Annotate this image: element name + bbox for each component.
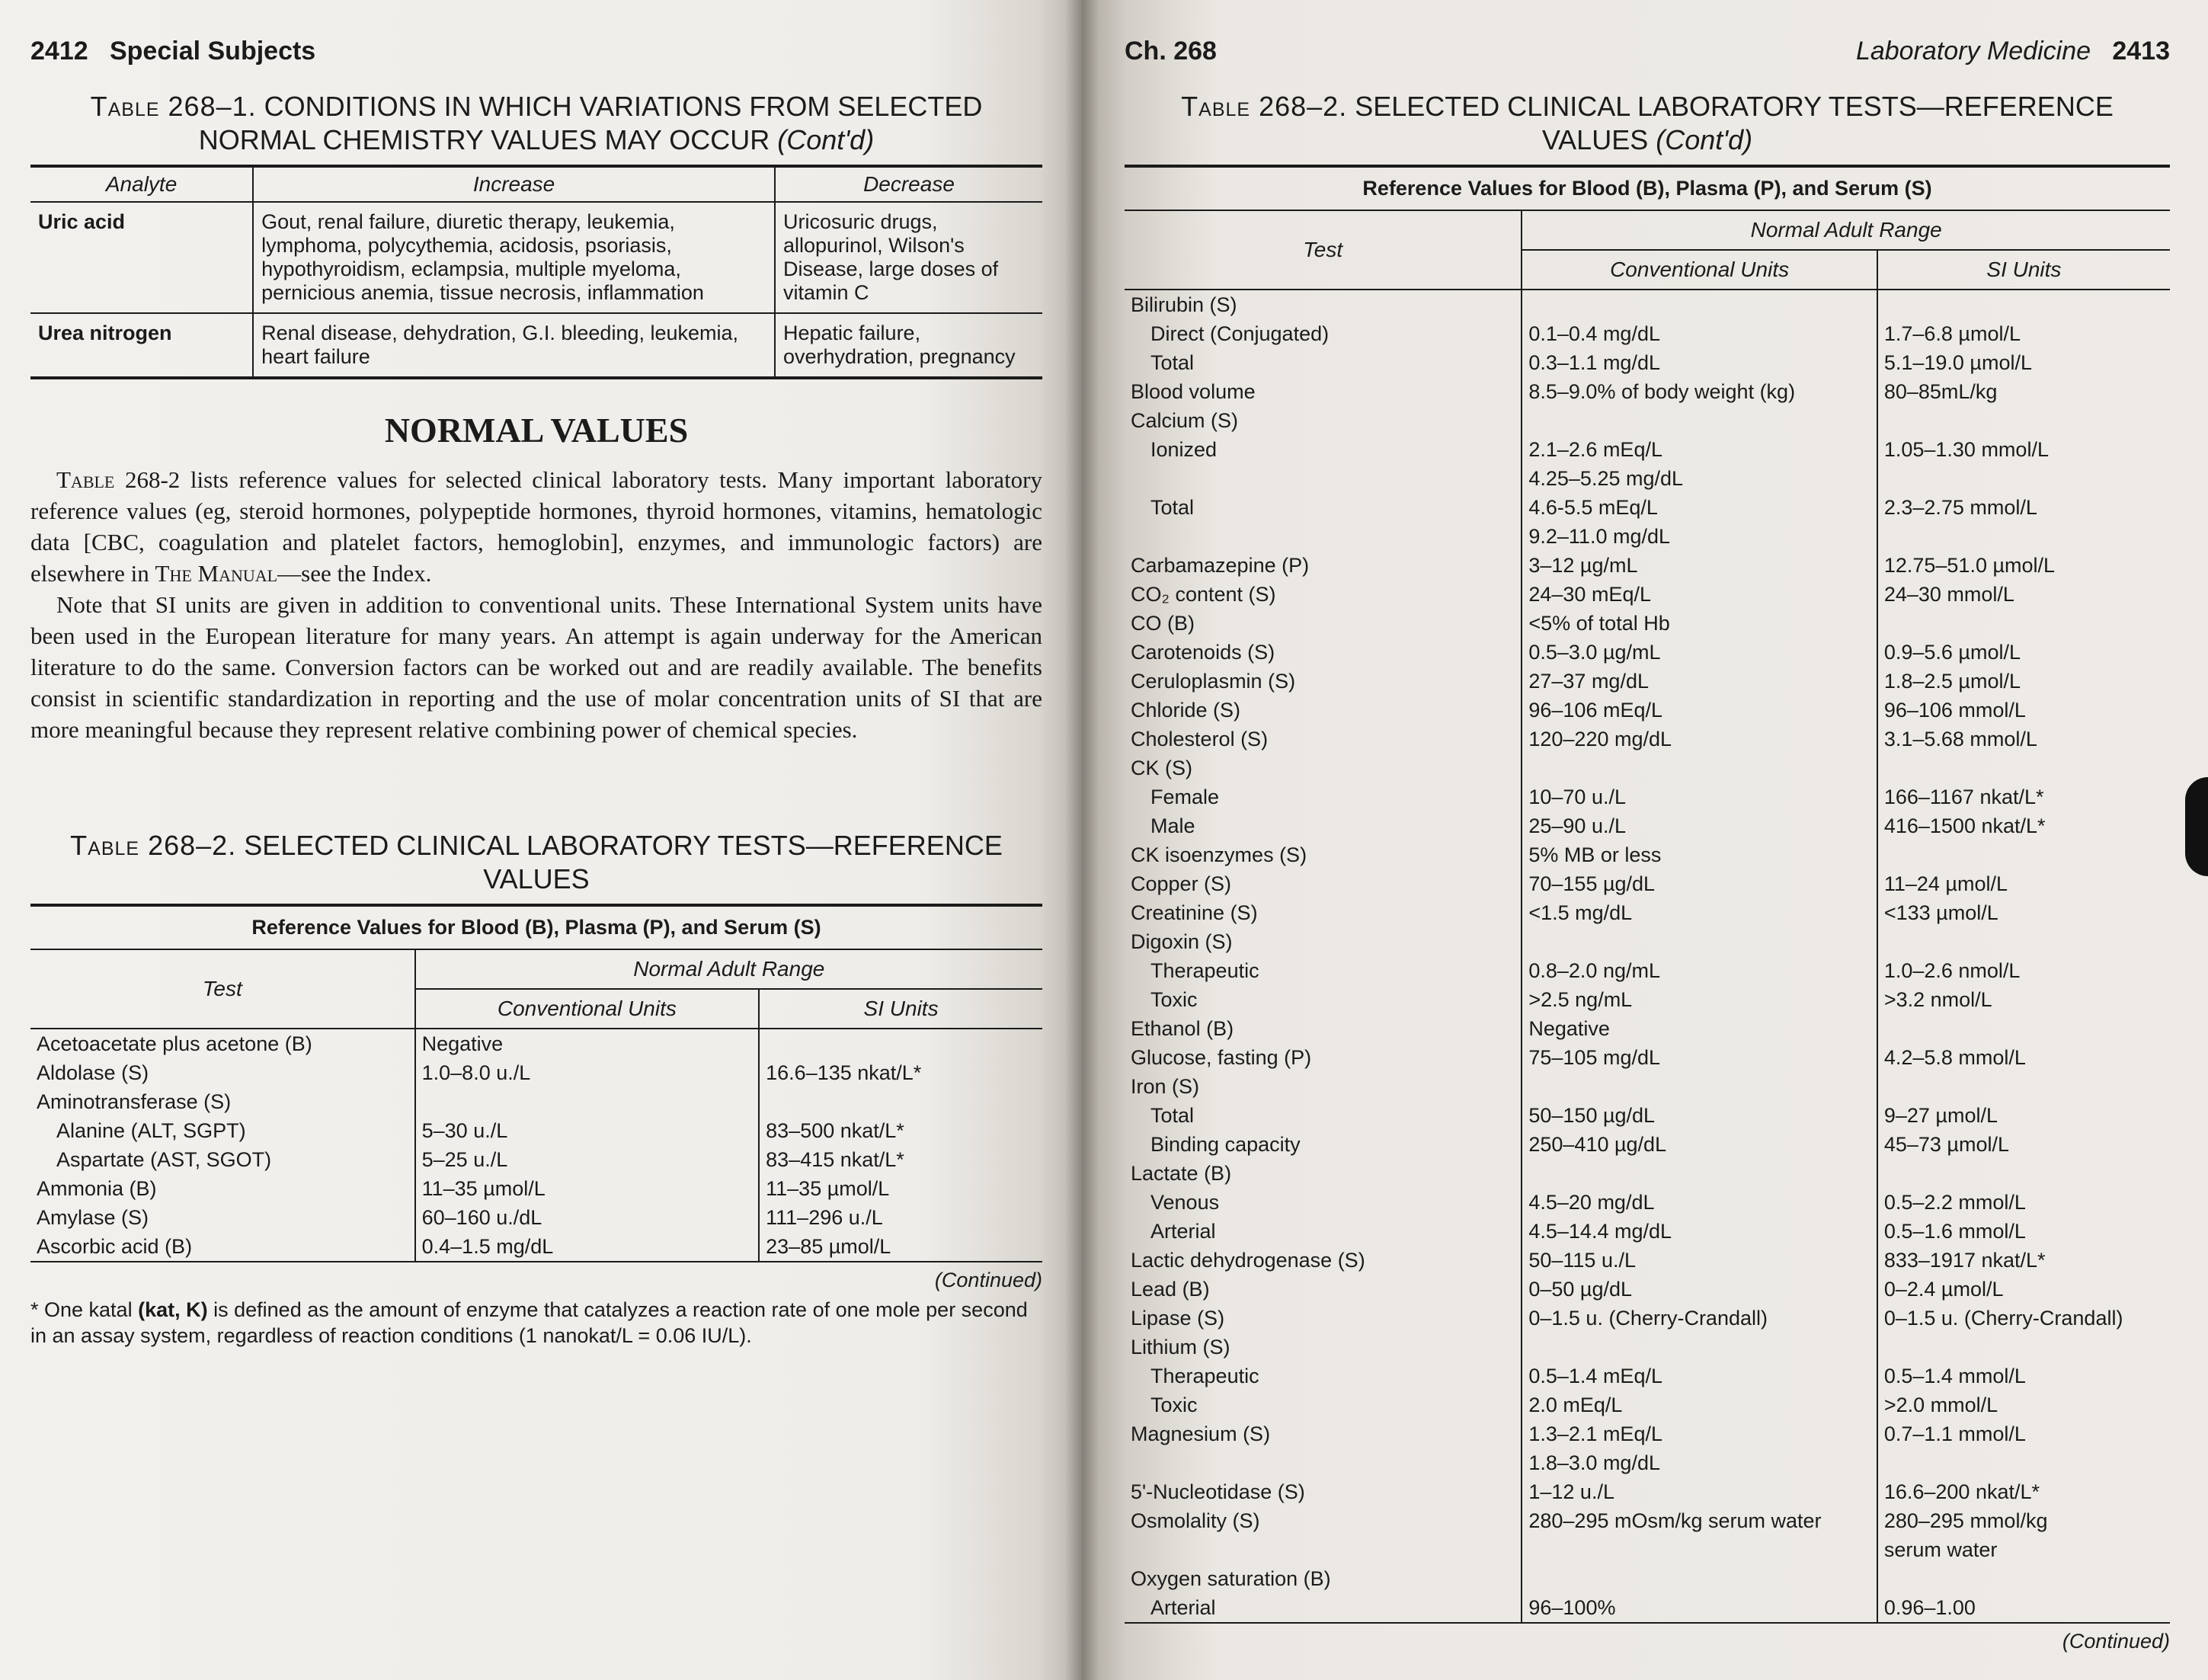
intro-paragraph bbox=[30, 464, 1042, 589]
test-name-cell: Toxic bbox=[1150, 988, 1198, 1011]
col-normal-range: Normal Adult Range bbox=[415, 950, 1042, 989]
table-row bbox=[1125, 406, 2170, 435]
conventional-value-cell: 9.2–11.0 mg/dL bbox=[1522, 522, 1877, 551]
table-row bbox=[1125, 1506, 2170, 1535]
si-value-cell: 0.5–2.2 mmol/L bbox=[1877, 1188, 2170, 1217]
conventional-value-cell: <1.5 mg/dL bbox=[1522, 898, 1877, 927]
conventional-value-cell: 5% MB or less bbox=[1522, 840, 1877, 869]
conventional-value-cell: 0.5–1.4 mEq/L bbox=[1522, 1362, 1877, 1390]
conventional-value-cell: 70–155 µg/dL bbox=[1522, 869, 1877, 898]
test-name-cell: Lithium (S) bbox=[1131, 1336, 1230, 1358]
conventional-value-cell: 60–160 u./dL bbox=[415, 1203, 760, 1232]
conventional-value-cell: 4.5–14.4 mg/dL bbox=[1522, 1217, 1877, 1246]
right-running-head bbox=[1125, 37, 2170, 79]
table-row bbox=[30, 1203, 1042, 1232]
test-name-cell: Acetoacetate plus acetone (B) bbox=[37, 1032, 312, 1055]
test-name-cell: Total bbox=[1150, 351, 1195, 374]
conventional-value-cell: 3–12 µg/mL bbox=[1522, 551, 1877, 580]
test-name-cell: Lactate (B) bbox=[1131, 1162, 1232, 1185]
si-value-cell: 0.5–1.6 mmol/L bbox=[1877, 1217, 2170, 1246]
si-value-cell bbox=[1877, 1159, 2170, 1188]
conventional-value-cell: 96–100% bbox=[1522, 1593, 1877, 1622]
intro-table-ref: Table 268-2 bbox=[56, 466, 181, 493]
table-row bbox=[1125, 956, 2170, 985]
conventional-value-cell bbox=[1522, 290, 1877, 319]
si-value-cell bbox=[1877, 1014, 2170, 1043]
test-name-cell: Aspartate (AST, SGOT) bbox=[56, 1148, 272, 1171]
table-row bbox=[1125, 1564, 2170, 1593]
si-value-cell: 166–1167 nkat/L* bbox=[1877, 782, 2170, 811]
si-value-cell: 11–24 µmol/L bbox=[1877, 869, 2170, 898]
table-row bbox=[1125, 1535, 2170, 1564]
decrease-cell: Hepatic failure, overhydration, pregnancy bbox=[775, 313, 1042, 378]
reference-values-table-right bbox=[1125, 211, 2170, 1622]
col-si: SI Units bbox=[1877, 250, 2170, 290]
conventional-value-cell: 2.1–2.6 mEq/L bbox=[1522, 435, 1877, 464]
table-row bbox=[1125, 551, 2170, 580]
test-name-cell: Therapeutic bbox=[1150, 959, 1259, 982]
si-value-cell: 0.96–1.00 bbox=[1877, 1593, 2170, 1622]
conventional-value-cell: 1.8–3.0 mg/dL bbox=[1522, 1448, 1877, 1477]
si-value-cell: >3.2 nmol/L bbox=[1877, 985, 2170, 1014]
si-value-cell bbox=[1877, 609, 2170, 638]
table-row bbox=[1125, 580, 2170, 609]
si-value-cell: 833–1917 nkat/L* bbox=[1877, 1246, 2170, 1275]
test-name-cell: Lactic dehydrogenase (S) bbox=[1131, 1249, 1365, 1272]
conventional-value-cell: 2.0 mEq/L bbox=[1522, 1390, 1877, 1419]
si-value-cell bbox=[1877, 406, 2170, 435]
table-row bbox=[1125, 1130, 2170, 1159]
si-value-cell: 416–1500 nkat/L* bbox=[1877, 811, 2170, 840]
table-row bbox=[1125, 696, 2170, 725]
analyte-cell: Uric acid bbox=[38, 210, 126, 233]
table-row bbox=[1125, 840, 2170, 869]
si-units-paragraph: Note that SI units are given in addition to conventional units. These International System units have been used in the European literature for many years. An attempt is again underway for the American literature to do the same. Conversion factors can be worked out and are readily available. The benefits consist in scientific standardization in reporting and the use of molar concentration units of SI that are more meaningful because they represent relative combining power of chemical species. bbox=[30, 591, 1042, 743]
test-name-cell: Ascorbic acid (B) bbox=[37, 1235, 193, 1258]
col-test: Test bbox=[1125, 211, 1522, 290]
katal-footnote bbox=[30, 1297, 1042, 1349]
si-value-cell: serum water bbox=[1877, 1535, 2170, 1564]
si-value-cell: 111–296 u./L bbox=[759, 1203, 1042, 1232]
conventional-value-cell: 250–410 µg/dL bbox=[1522, 1130, 1877, 1159]
table-268-2-contd: (Cont'd) bbox=[1656, 124, 1753, 155]
conventional-value-cell: 75–105 mg/dL bbox=[1522, 1043, 1877, 1072]
conventional-value-cell: 5–30 u./L bbox=[415, 1116, 760, 1145]
conventional-value-cell: 0.5–3.0 µg/mL bbox=[1522, 638, 1877, 667]
conventional-value-cell: 0–1.5 u. (Cherry-Crandall) bbox=[1522, 1304, 1877, 1333]
ref-values-subtitle: Reference Values for Blood (B), Plasma (P), and Serum (S) bbox=[30, 907, 1042, 950]
table-row bbox=[1125, 1333, 2170, 1362]
conventional-value-cell bbox=[415, 1087, 760, 1116]
table-row bbox=[30, 1058, 1042, 1087]
si-value-cell: 0–2.4 µmol/L bbox=[1877, 1275, 2170, 1304]
test-name-cell: Chloride (S) bbox=[1131, 699, 1241, 722]
test-name-cell: Female bbox=[1150, 786, 1220, 808]
si-value-cell: 16.6–135 nkat/L* bbox=[759, 1058, 1042, 1087]
table-row bbox=[1125, 1362, 2170, 1390]
intro-text: lists reference values for selected clinical laboratory tests. Many important laboratory reference values (eg, steroid hormones, polypeptide hormones, thyroid hormones, vitamins, hematologic data [CBC, coagulation and platelet factors, hemoglobin], enzymes, and immunologic factors) are elsewhere in bbox=[30, 466, 1043, 587]
si-value-cell bbox=[1877, 522, 2170, 551]
table-268-2-cont-title bbox=[1125, 90, 2170, 157]
table-268-1-label: Table 268–1. bbox=[90, 91, 257, 122]
conventional-value-cell bbox=[1522, 1159, 1877, 1188]
conventional-value-cell: 4.5–20 mg/dL bbox=[1522, 1188, 1877, 1217]
si-value-cell: 9–27 µmol/L bbox=[1877, 1101, 2170, 1130]
intro-suffix: —see the Index. bbox=[277, 560, 432, 587]
table-row bbox=[1125, 522, 2170, 551]
table-row bbox=[1125, 1390, 2170, 1419]
table-row bbox=[1125, 754, 2170, 782]
table-row bbox=[1125, 1043, 2170, 1072]
table-row bbox=[1125, 1101, 2170, 1130]
table-row bbox=[1125, 1246, 2170, 1275]
table-268-2-caption: SELECTED CLINICAL LABORATORY TESTS—REFERENCE VALUES bbox=[244, 830, 1003, 894]
table-row bbox=[1125, 319, 2170, 348]
conventional-value-cell: 0.4–1.5 mg/dL bbox=[415, 1232, 760, 1261]
test-name-cell: Carotenoids (S) bbox=[1131, 641, 1275, 664]
continued-note: (Continued) bbox=[934, 1269, 1042, 1291]
si-value-cell: 0.5–1.4 mmol/L bbox=[1877, 1362, 2170, 1390]
conventional-value-cell bbox=[1522, 1564, 1877, 1593]
si-value-cell: 1.8–2.5 µmol/L bbox=[1877, 667, 2170, 696]
table-row bbox=[1125, 782, 2170, 811]
analyte-cell: Urea nitrogen bbox=[30, 313, 253, 378]
left-page bbox=[0, 0, 1082, 1680]
col-increase: Increase bbox=[253, 168, 775, 202]
si-value-cell bbox=[759, 1029, 1042, 1058]
conventional-value-cell: 0.8–2.0 ng/mL bbox=[1522, 956, 1877, 985]
test-name-cell: Arterial bbox=[1150, 1596, 1216, 1619]
table-268-1-contd: (Cont'd) bbox=[777, 124, 875, 155]
test-name-cell: Ethanol (B) bbox=[1131, 1017, 1234, 1040]
si-value-cell bbox=[1877, 927, 2170, 956]
conventional-value-cell: 27–37 mg/dL bbox=[1522, 667, 1877, 696]
si-value-cell: 2.3–2.75 mmol/L bbox=[1877, 493, 2170, 522]
table-row bbox=[1125, 985, 2170, 1014]
si-value-cell bbox=[1877, 1448, 2170, 1477]
test-name-cell: Amylase (S) bbox=[37, 1206, 149, 1229]
test-name-cell: Total bbox=[1150, 1104, 1195, 1127]
conventional-value-cell: 4.25–5.25 mg/dL bbox=[1522, 464, 1877, 493]
footnote-text: is defined as the amount of enzyme that catalyzes a reaction rate of one mole per second in an assay system, regardless of reaction conditions (1 nanokat/L = 0.06 IU/L). bbox=[30, 1298, 1028, 1347]
test-name-cell bbox=[1125, 1535, 1522, 1564]
table-row bbox=[1125, 869, 2170, 898]
conventional-value-cell: 4.6-5.5 mEq/L bbox=[1522, 493, 1877, 522]
conventional-value-cell: 25–90 u./L bbox=[1522, 811, 1877, 840]
conventional-value-cell: 0.3–1.1 mg/dL bbox=[1522, 348, 1877, 377]
table-row bbox=[1125, 1593, 2170, 1622]
table-row bbox=[30, 202, 1042, 313]
si-value-cell: 45–73 µmol/L bbox=[1877, 1130, 2170, 1159]
si-value-cell: 96–106 mmol/L bbox=[1877, 696, 2170, 725]
increase-cell: Gout, renal failure, diuretic therapy, leukemia, lymphoma, polycythemia, acidosis, psoriasis, hypothyroidism, eclampsia, multiple myeloma, pernicious anemia, tissue necrosis, inflammation bbox=[253, 202, 775, 313]
si-value-cell: 0–1.5 u. (Cherry-Crandall) bbox=[1877, 1304, 2170, 1333]
table-row bbox=[30, 1174, 1042, 1203]
table-row bbox=[30, 1145, 1042, 1174]
conventional-value-cell: 1.0–8.0 u./L bbox=[415, 1058, 760, 1087]
intro-manual-ref: The Manual bbox=[155, 560, 278, 587]
table-268-2-label: Table 268–2. bbox=[70, 830, 237, 861]
test-name-cell: Oxygen saturation (B) bbox=[1131, 1567, 1331, 1590]
table-row bbox=[1125, 1275, 2170, 1304]
test-name-cell: Ionized bbox=[1150, 438, 1218, 461]
test-name-cell: Ammonia (B) bbox=[37, 1177, 157, 1200]
right-page bbox=[1082, 0, 2208, 1680]
si-value-cell: 0.7–1.1 mmol/L bbox=[1877, 1419, 2170, 1448]
right-folio: 2413 bbox=[2112, 37, 2170, 66]
table-row bbox=[1125, 1477, 2170, 1506]
si-value-cell: 80–85mL/kg bbox=[1877, 377, 2170, 406]
test-name-cell: Cholesterol (S) bbox=[1131, 728, 1269, 750]
si-value-cell: 1.05–1.30 mmol/L bbox=[1877, 435, 2170, 464]
si-value-cell bbox=[759, 1087, 1042, 1116]
reference-values-table-left bbox=[30, 950, 1042, 1261]
table-268-1-title bbox=[30, 90, 1042, 157]
conventional-value-cell: Negative bbox=[1522, 1014, 1877, 1043]
table-row bbox=[1125, 290, 2170, 319]
col-conventional: Conventional Units bbox=[1522, 250, 1877, 290]
conventional-value-cell: 120–220 mg/dL bbox=[1522, 725, 1877, 754]
si-value-cell: 83–415 nkat/L* bbox=[759, 1145, 1042, 1174]
test-name-cell: Bilirubin (S) bbox=[1131, 293, 1237, 316]
conventional-value-cell: >2.5 ng/mL bbox=[1522, 985, 1877, 1014]
si-value-cell bbox=[1877, 754, 2170, 782]
table-row bbox=[1125, 898, 2170, 927]
test-name-cell: Carbamazepine (P) bbox=[1131, 554, 1310, 577]
conventional-value-cell: 0.1–0.4 mg/dL bbox=[1522, 319, 1877, 348]
page-edge-mark bbox=[2185, 777, 2208, 876]
conventional-value-cell bbox=[1522, 1072, 1877, 1101]
si-value-cell: 0.9–5.6 µmol/L bbox=[1877, 638, 2170, 667]
test-name-cell: Creatinine (S) bbox=[1131, 901, 1258, 924]
table-268-2-cont-label: Table 268–2. bbox=[1181, 91, 1348, 122]
test-name-cell: Ceruloplasmin (S) bbox=[1131, 670, 1296, 693]
si-value-cell: >2.0 mmol/L bbox=[1877, 1390, 2170, 1419]
table-row bbox=[1125, 348, 2170, 377]
increase-cell: Renal disease, dehydration, G.I. bleeding, leukemia, heart failure bbox=[253, 313, 775, 378]
test-name-cell: Digoxin (S) bbox=[1131, 930, 1233, 953]
footnote-abbr: (kat, K) bbox=[138, 1298, 208, 1321]
conventional-value-cell: 1.3–2.1 mEq/L bbox=[1522, 1419, 1877, 1448]
table-row bbox=[30, 1087, 1042, 1116]
right-continued-note: (Continued) bbox=[2062, 1630, 2170, 1653]
left-folio: 2412 bbox=[30, 37, 88, 66]
right-ref-values-subtitle: Reference Values for Blood (B), Plasma (P), and Serum (S) bbox=[1125, 168, 2170, 211]
test-name-cell bbox=[1125, 1448, 1522, 1477]
conventional-value-cell: Negative bbox=[415, 1029, 760, 1058]
book-gutter-shadow bbox=[1065, 0, 1099, 1680]
table-row bbox=[1125, 1217, 2170, 1246]
table-row bbox=[30, 1116, 1042, 1145]
table-row bbox=[30, 1029, 1042, 1058]
col-si: SI Units bbox=[759, 989, 1042, 1029]
test-name-cell: Aldolase (S) bbox=[37, 1061, 149, 1084]
test-name-cell: Binding capacity bbox=[1150, 1133, 1301, 1156]
conventional-value-cell: <5% of total Hb bbox=[1522, 609, 1877, 638]
test-name-cell: Alanine (ALT, SGPT) bbox=[56, 1119, 246, 1142]
si-value-cell: 24–30 mmol/L bbox=[1877, 580, 2170, 609]
test-name-cell: Lipase (S) bbox=[1131, 1307, 1225, 1330]
col-normal-range: Normal Adult Range bbox=[1522, 211, 2170, 250]
test-name-cell: 5'-Nucleotidase (S) bbox=[1131, 1480, 1305, 1503]
test-name-cell: Venous bbox=[1150, 1191, 1220, 1214]
conditions-table bbox=[30, 168, 1042, 379]
test-name-cell: CK (S) bbox=[1131, 757, 1192, 779]
table-row bbox=[30, 313, 1042, 378]
conventional-value-cell: 10–70 u./L bbox=[1522, 782, 1877, 811]
si-value-cell: 3.1–5.68 mmol/L bbox=[1877, 725, 2170, 754]
test-name-cell: Magnesium (S) bbox=[1131, 1422, 1271, 1445]
test-name-cell: Glucose, fasting (P) bbox=[1131, 1046, 1312, 1069]
test-name-cell: Direct (Conjugated) bbox=[1150, 322, 1330, 345]
table-row bbox=[1125, 1448, 2170, 1477]
left-running-title: Special Subjects bbox=[109, 37, 316, 66]
test-name-cell: Iron (S) bbox=[1131, 1075, 1200, 1098]
si-value-cell bbox=[1877, 1564, 2170, 1593]
table-row bbox=[1125, 811, 2170, 840]
right-running-title: Laboratory Medicine bbox=[1855, 37, 2091, 66]
table-row bbox=[30, 1232, 1042, 1261]
col-test: Test bbox=[30, 950, 415, 1029]
table-row bbox=[1125, 638, 2170, 667]
table-row bbox=[1125, 1188, 2170, 1217]
conventional-value-cell bbox=[1522, 754, 1877, 782]
test-name-cell bbox=[1125, 522, 1522, 551]
test-name-cell: CK isoenzymes (S) bbox=[1131, 843, 1307, 866]
table-row bbox=[1125, 1014, 2170, 1043]
test-name-cell: Blood volume bbox=[1131, 380, 1256, 403]
conventional-value-cell bbox=[1522, 1535, 1877, 1564]
chapter-label: Ch. 268 bbox=[1125, 37, 1217, 66]
si-value-cell: 1.0–2.6 nmol/L bbox=[1877, 956, 2170, 985]
conventional-value-cell: 11–35 µmol/L bbox=[415, 1174, 760, 1203]
si-value-cell: 23–85 µmol/L bbox=[759, 1232, 1042, 1261]
conventional-value-cell: 50–150 µg/dL bbox=[1522, 1101, 1877, 1130]
si-value-cell bbox=[1877, 840, 2170, 869]
table-row bbox=[1125, 377, 2170, 406]
conventional-value-cell: 280–295 mOsm/kg serum water bbox=[1522, 1506, 1877, 1535]
table-row bbox=[1125, 1419, 2170, 1448]
test-name-cell: Total bbox=[1150, 496, 1195, 519]
test-name-cell: Therapeutic bbox=[1150, 1365, 1259, 1387]
conventional-value-cell: 1–12 u./L bbox=[1522, 1477, 1877, 1506]
conventional-value-cell: 50–115 u./L bbox=[1522, 1246, 1877, 1275]
test-name-cell: Toxic bbox=[1150, 1394, 1198, 1416]
table-row bbox=[1125, 927, 2170, 956]
si-value-cell bbox=[1877, 464, 2170, 493]
conventional-value-cell: 24–30 mEq/L bbox=[1522, 580, 1877, 609]
table-row bbox=[1125, 464, 2170, 493]
col-conventional: Conventional Units bbox=[415, 989, 760, 1029]
si-value-cell: 16.6–200 nkat/L* bbox=[1877, 1477, 2170, 1506]
si-value-cell bbox=[1877, 290, 2170, 319]
table-bottom-rule bbox=[30, 1261, 1042, 1262]
test-name-cell: Calcium (S) bbox=[1131, 409, 1239, 432]
test-name-cell: CO (B) bbox=[1131, 612, 1195, 635]
conventional-value-cell bbox=[1522, 927, 1877, 956]
conventional-value-cell: 96–106 mEq/L bbox=[1522, 696, 1877, 725]
si-value-cell: 280–295 mmol/kg bbox=[1877, 1506, 2170, 1535]
si-value-cell bbox=[1877, 1333, 2170, 1362]
col-decrease: Decrease bbox=[775, 168, 1042, 202]
si-value-cell: 83–500 nkat/L* bbox=[759, 1116, 1042, 1145]
si-value-cell: 11–35 µmol/L bbox=[759, 1174, 1042, 1203]
table-268-1-caption: CONDITIONS IN WHICH VARIATIONS FROM SELECTED NORMAL CHEMISTRY VALUES MAY OCCUR bbox=[198, 91, 983, 155]
si-value-cell: 4.2–5.8 mmol/L bbox=[1877, 1043, 2170, 1072]
normal-values-heading: NORMAL VALUES bbox=[384, 411, 689, 450]
footnote-lead: * One katal bbox=[30, 1298, 133, 1321]
si-value-cell: 5.1–19.0 µmol/L bbox=[1877, 348, 2170, 377]
si-value-cell bbox=[1877, 1072, 2170, 1101]
test-name-cell: Arterial bbox=[1150, 1220, 1216, 1243]
right-table-bottom-rule bbox=[1125, 1622, 2170, 1624]
table-row bbox=[1125, 667, 2170, 696]
table-row bbox=[1125, 493, 2170, 522]
table-268-2-cont-caption: SELECTED CLINICAL LABORATORY TESTS—REFERENCE VALUES bbox=[1355, 91, 2114, 155]
conventional-value-cell: 8.5–9.0% of body weight (kg) bbox=[1522, 377, 1877, 406]
test-name-cell: CO₂ content (S) bbox=[1131, 583, 1276, 606]
table-row bbox=[1125, 725, 2170, 754]
table-row bbox=[1125, 609, 2170, 638]
decrease-cell: Uricosuric drugs, allopurinol, Wilson's Disease, large doses of vitamin C bbox=[775, 202, 1042, 313]
test-name-cell: Lead (B) bbox=[1131, 1278, 1210, 1301]
si-value-cell: 12.75–51.0 µmol/L bbox=[1877, 551, 2170, 580]
conventional-value-cell bbox=[1522, 1333, 1877, 1362]
table-row bbox=[1125, 435, 2170, 464]
test-name-cell: Copper (S) bbox=[1131, 872, 1232, 895]
si-value-cell: <133 µmol/L bbox=[1877, 898, 2170, 927]
table-row bbox=[1125, 1304, 2170, 1333]
test-name-cell bbox=[1125, 464, 1522, 493]
conventional-value-cell bbox=[1522, 406, 1877, 435]
test-name-cell: Osmolality (S) bbox=[1131, 1509, 1260, 1532]
col-analyte: Analyte bbox=[30, 168, 253, 202]
conventional-value-cell: 5–25 u./L bbox=[415, 1145, 760, 1174]
si-value-cell: 1.7–6.8 µmol/L bbox=[1877, 319, 2170, 348]
conventional-value-cell: 0–50 µg/dL bbox=[1522, 1275, 1877, 1304]
table-268-2-title bbox=[30, 829, 1042, 896]
table-row bbox=[1125, 1159, 2170, 1188]
test-name-cell: Aminotransferase (S) bbox=[37, 1090, 232, 1113]
test-name-cell: Male bbox=[1150, 814, 1195, 837]
left-running-head bbox=[30, 37, 1042, 79]
table-row bbox=[1125, 1072, 2170, 1101]
